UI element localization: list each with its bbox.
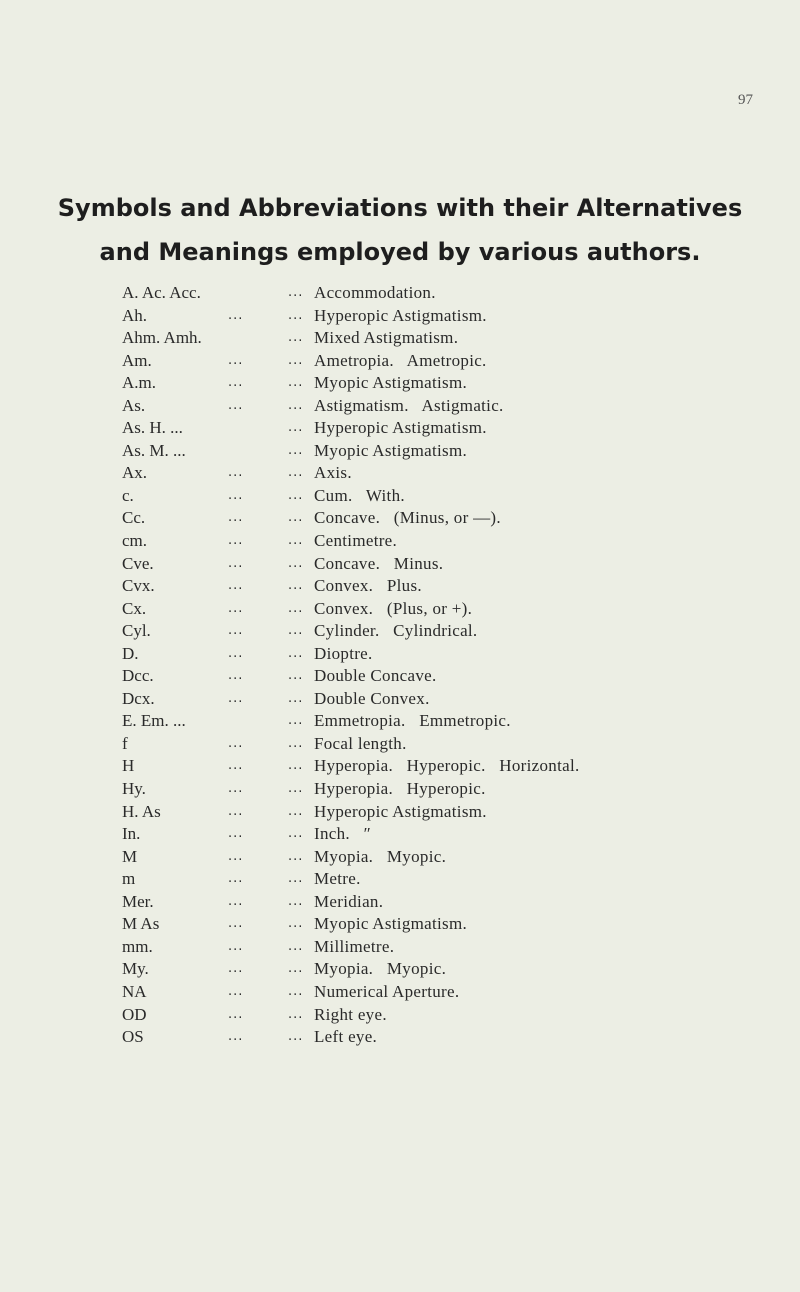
abbreviation-row xyxy=(0,372,800,395)
leader-dots: ... xyxy=(228,803,244,819)
abbreviation: f xyxy=(122,733,128,753)
meaning: Meridian. xyxy=(314,891,384,911)
meaning: Convex. Plus. xyxy=(314,576,422,596)
leader-dots: ... xyxy=(228,397,244,413)
abbreviation-row xyxy=(0,282,800,305)
leader-dots: ... xyxy=(228,668,244,684)
abbreviation-row xyxy=(0,823,800,846)
abbreviation: cm. xyxy=(122,531,148,551)
abbreviation-row xyxy=(0,598,800,621)
abbreviation: As. H. ... xyxy=(122,418,183,438)
abbreviation: Cvx. xyxy=(122,576,155,596)
leader-dots: ... xyxy=(288,893,304,909)
meaning: Cum. With. xyxy=(314,485,405,505)
leader-dots: ... xyxy=(288,487,304,503)
leader-dots: ... xyxy=(228,555,244,571)
leader-dots: ... xyxy=(228,961,244,977)
meaning: Hyperopia. Hyperopic. xyxy=(314,779,486,799)
abbreviation: Cc. xyxy=(122,508,146,528)
abbreviation-row xyxy=(0,868,800,891)
abbreviation: M xyxy=(122,846,138,866)
abbreviation: Mer. xyxy=(122,891,154,911)
leader-dots: ... xyxy=(288,916,304,932)
abbreviation: OS xyxy=(122,1027,144,1047)
abbreviation-row xyxy=(0,485,800,508)
meaning: Emmetropia. Emmetropic. xyxy=(314,711,511,731)
abbreviation-row xyxy=(0,620,800,643)
abbreviation-row xyxy=(0,643,800,666)
leader-dots: ... xyxy=(228,600,244,616)
abbreviation: E. Em. ... xyxy=(122,711,186,731)
leader-dots: ... xyxy=(228,893,244,909)
meaning: Hyperopic Astigmatism. xyxy=(314,801,487,821)
leader-dots: ... xyxy=(288,623,304,639)
leader-dots: ... xyxy=(288,397,304,413)
leader-dots: ... xyxy=(228,735,244,751)
leader-dots: ... xyxy=(228,1029,244,1045)
abbreviation: D. xyxy=(122,643,139,663)
leader-dots: ... xyxy=(288,848,304,864)
leader-dots: ... xyxy=(228,826,244,842)
abbreviation-row xyxy=(0,710,800,733)
meaning: Metre. xyxy=(314,869,361,889)
abbreviation: Am. xyxy=(122,350,152,370)
abbreviation-list xyxy=(0,282,800,1049)
leader-dots: ... xyxy=(288,1029,304,1045)
abbreviation-row xyxy=(0,440,800,463)
abbreviation: mm. xyxy=(122,936,153,956)
leader-dots: ... xyxy=(288,465,304,481)
abbreviation-row xyxy=(0,395,800,418)
abbreviation-row xyxy=(0,665,800,688)
meaning: Inch. ″ xyxy=(314,824,371,844)
leader-dots: ... xyxy=(288,781,304,797)
meaning: Myopia. Myopic. xyxy=(314,846,447,866)
abbreviation: Cx. xyxy=(122,598,147,618)
abbreviation: OD xyxy=(122,1004,147,1024)
abbreviation-row xyxy=(0,846,800,869)
meaning: Right eye. xyxy=(314,1004,387,1024)
meaning: Cylinder. Cylindrical. xyxy=(314,621,478,641)
abbreviation: My. xyxy=(122,959,149,979)
meaning: Myopic Astigmatism. xyxy=(314,373,468,393)
leader-dots: ... xyxy=(228,510,244,526)
leader-dots: ... xyxy=(288,645,304,661)
leader-dots: ... xyxy=(228,375,244,391)
leader-dots: ... xyxy=(228,871,244,887)
meaning: Axis. xyxy=(314,463,352,483)
meaning: Centimetre. xyxy=(314,531,398,551)
leader-dots: ... xyxy=(228,938,244,954)
title-line-2: and Meanings employed by various authors. xyxy=(99,238,701,266)
leader-dots: ... xyxy=(228,578,244,594)
meaning: Focal length. xyxy=(314,733,407,753)
abbreviation-row xyxy=(0,462,800,485)
leader-dots: ... xyxy=(288,735,304,751)
leader-dots: ... xyxy=(288,690,304,706)
abbreviation: Cve. xyxy=(122,553,154,573)
leader-dots: ... xyxy=(288,352,304,368)
leader-dots: ... xyxy=(228,983,244,999)
abbreviation: Ahm. Amh. xyxy=(122,328,202,348)
page-number: 97 xyxy=(738,92,753,108)
leader-dots: ... xyxy=(228,1006,244,1022)
meaning: Concave. Minus. xyxy=(314,553,444,573)
meaning: Myopic Astigmatism. xyxy=(314,914,468,934)
leader-dots: ... xyxy=(288,442,304,458)
meaning: Millimetre. xyxy=(314,936,395,956)
leader-dots: ... xyxy=(288,826,304,842)
meaning: Convex. (Plus, or +). xyxy=(314,598,473,618)
abbreviation: NA xyxy=(122,981,147,1001)
leader-dots: ... xyxy=(228,645,244,661)
abbreviation-row xyxy=(0,755,800,778)
abbreviation-row xyxy=(0,327,800,350)
meaning: Numerical Aperture. xyxy=(314,981,460,1001)
abbreviation: Ah. xyxy=(122,305,148,325)
leader-dots: ... xyxy=(288,600,304,616)
leader-dots: ... xyxy=(288,803,304,819)
abbreviation-row xyxy=(0,1004,800,1027)
meaning: Accommodation. xyxy=(314,283,436,302)
leader-dots: ... xyxy=(288,533,304,549)
abbreviation: Dcx. xyxy=(122,688,155,708)
abbreviation: m xyxy=(122,869,136,889)
abbreviation: H. As xyxy=(122,801,161,821)
meaning: Ametropia. Ametropic. xyxy=(314,350,487,370)
leader-dots: ... xyxy=(288,983,304,999)
leader-dots: ... xyxy=(228,916,244,932)
abbreviation: Cyl. xyxy=(122,621,151,641)
abbreviation: As. M. ... xyxy=(122,440,186,460)
abbreviation: Ax. xyxy=(122,463,148,483)
meaning: Dioptre. xyxy=(314,643,373,663)
abbreviation-row xyxy=(0,553,800,576)
leader-dots: ... xyxy=(228,623,244,639)
leader-dots: ... xyxy=(288,578,304,594)
abbreviation: H xyxy=(122,756,135,776)
abbreviation-row xyxy=(0,575,800,598)
leader-dots: ... xyxy=(288,1006,304,1022)
meaning: Mixed Astigmatism. xyxy=(314,328,459,348)
leader-dots: ... xyxy=(288,713,304,729)
abbreviation-row xyxy=(0,778,800,801)
leader-dots: ... xyxy=(228,352,244,368)
meaning: Concave. (Minus, or —). xyxy=(314,508,501,528)
leader-dots: ... xyxy=(288,307,304,323)
leader-dots: ... xyxy=(228,533,244,549)
abbreviation-row xyxy=(0,733,800,756)
abbreviation-row xyxy=(0,891,800,914)
abbreviation: c. xyxy=(122,485,134,505)
abbreviation: Hy. xyxy=(122,779,146,799)
abbreviation-row xyxy=(0,688,800,711)
abbreviation-row xyxy=(0,801,800,824)
abbreviation-row xyxy=(0,507,800,530)
leader-dots: ... xyxy=(288,555,304,571)
leader-dots: ... xyxy=(288,871,304,887)
abbreviation-row xyxy=(0,305,800,328)
abbreviation-row xyxy=(0,981,800,1004)
leader-dots: ... xyxy=(228,307,244,323)
meaning: Hyperopic Astigmatism. xyxy=(314,418,487,438)
abbreviation-row xyxy=(0,913,800,936)
abbreviation-row xyxy=(0,417,800,440)
leader-dots: ... xyxy=(288,938,304,954)
abbreviation-row xyxy=(0,530,800,553)
meaning: Astigmatism. Astigmatic. xyxy=(314,395,504,415)
abbreviation: A.m. xyxy=(122,373,156,393)
meaning: Double Convex. xyxy=(314,688,430,708)
leader-dots: ... xyxy=(288,375,304,391)
abbreviation: A. Ac. Acc. xyxy=(122,283,201,302)
meaning: Double Concave. xyxy=(314,666,437,686)
abbreviation: Dcc. xyxy=(122,666,154,686)
abbreviation: M As xyxy=(122,914,160,934)
page-title xyxy=(0,186,800,274)
abbreviation-row xyxy=(0,350,800,373)
meaning: Myopia. Myopic. xyxy=(314,959,447,979)
abbreviation-row xyxy=(0,936,800,959)
leader-dots: ... xyxy=(228,487,244,503)
leader-dots: ... xyxy=(288,420,304,436)
leader-dots: ... xyxy=(228,465,244,481)
abbreviation: As. xyxy=(122,395,146,415)
title-line-1: Symbols and Abbreviations with their Alternatives xyxy=(57,194,743,222)
leader-dots: ... xyxy=(228,848,244,864)
leader-dots: ... xyxy=(288,668,304,684)
leader-dots: ... xyxy=(288,285,304,300)
leader-dots: ... xyxy=(288,330,304,346)
meaning: Hyperopic Astigmatism. xyxy=(314,305,487,325)
meaning: Myopic Astigmatism. xyxy=(314,440,468,460)
abbreviation-row xyxy=(0,1026,800,1049)
leader-dots: ... xyxy=(228,690,244,706)
abbreviation: In. xyxy=(122,824,141,844)
leader-dots: ... xyxy=(228,781,244,797)
meaning: Left eye. xyxy=(314,1027,378,1047)
abbreviation-row xyxy=(0,958,800,981)
leader-dots: ... xyxy=(288,961,304,977)
meaning: Hyperopia. Hyperopic. Horizontal. xyxy=(314,756,580,776)
leader-dots: ... xyxy=(288,758,304,774)
leader-dots: ... xyxy=(228,758,244,774)
leader-dots: ... xyxy=(288,510,304,526)
